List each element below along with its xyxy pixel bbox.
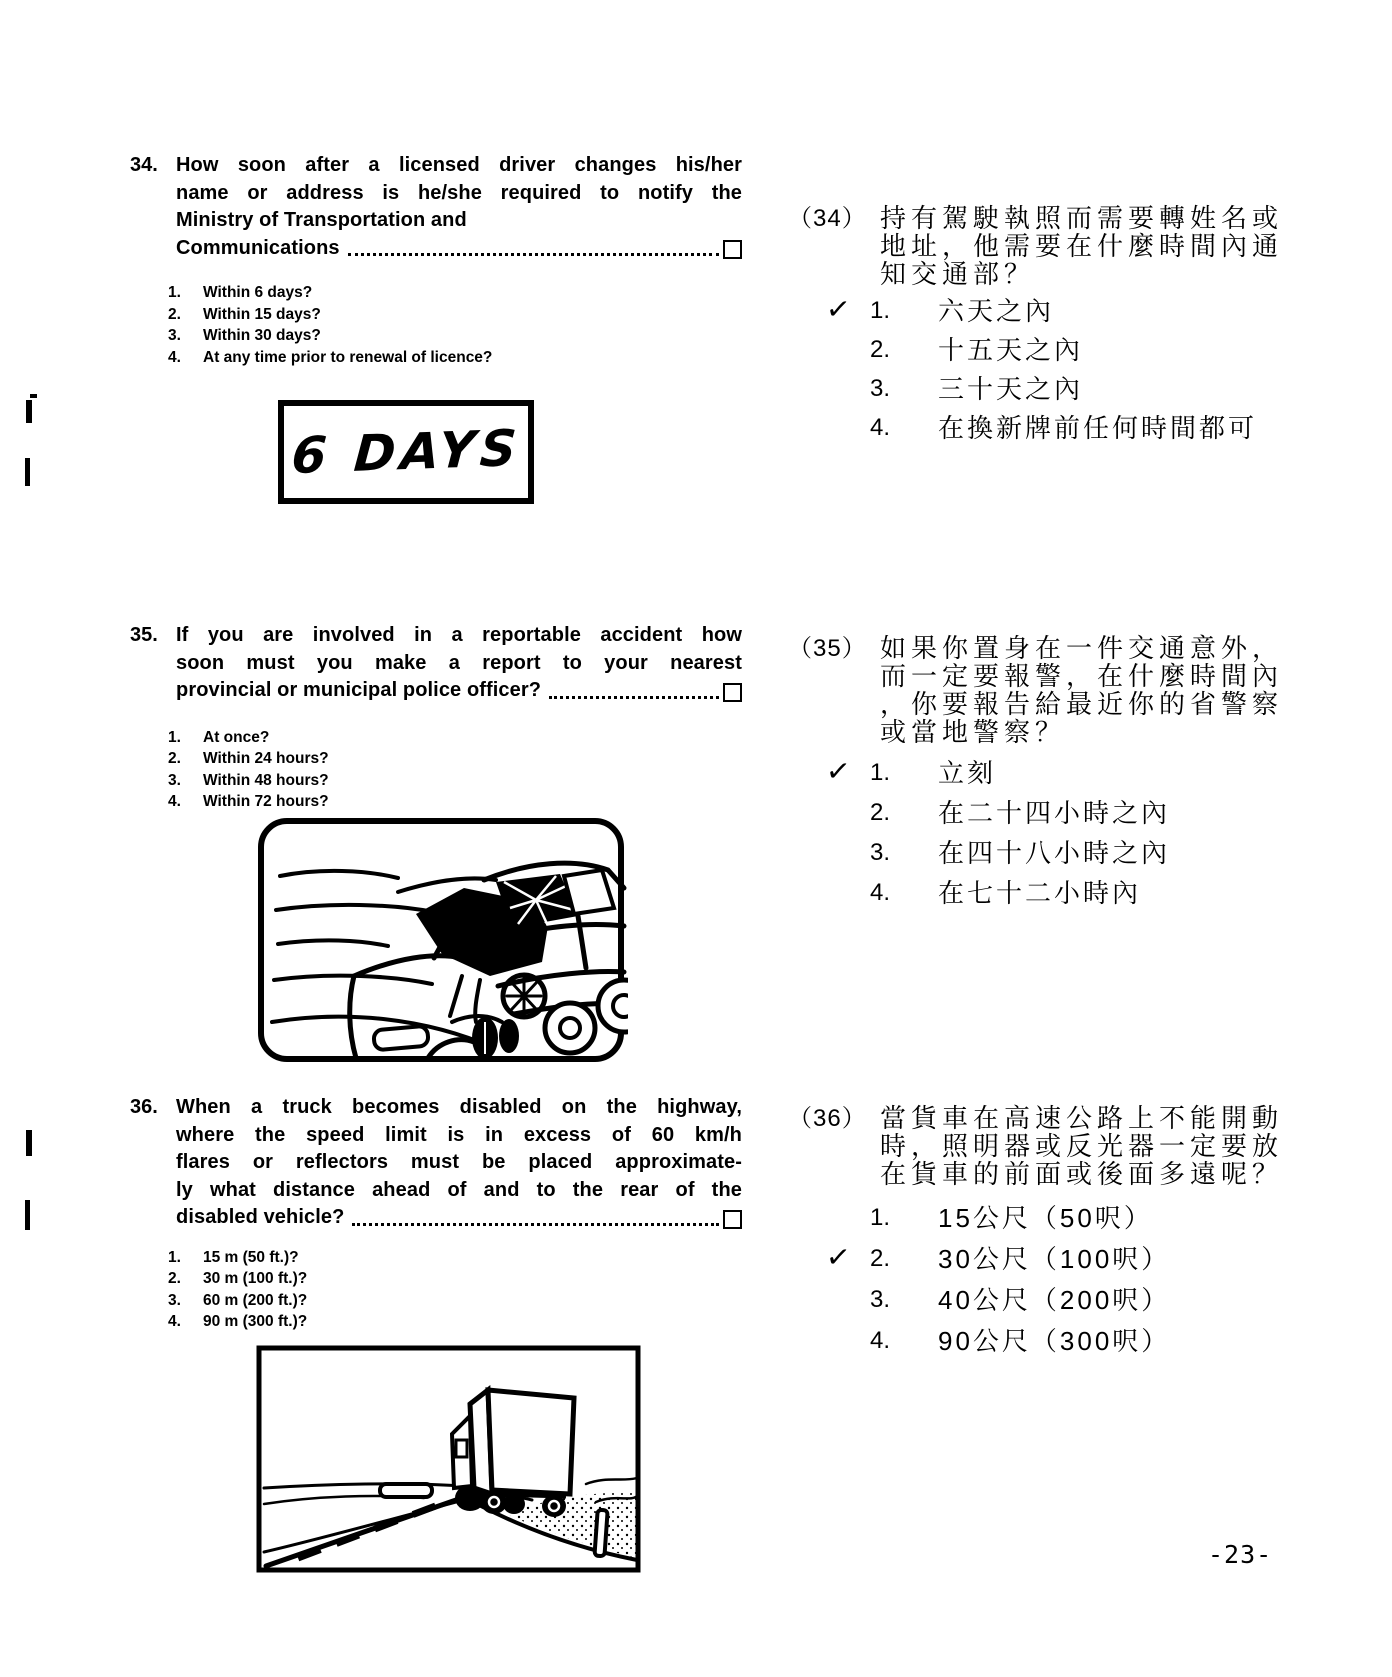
question-line: When a truck becomes disabled on the highway, [176,1096,742,1118]
option-row [168,304,742,326]
question-line: ，你要報告給最近你的省警察 [880,689,1284,719]
option-row [168,1290,742,1312]
option-row [788,878,1308,918]
question-line: If you are involved in a reportable accident how [176,624,742,646]
option-label: Within 48 hours? [203,771,329,789]
option-number: 4. [168,1313,181,1330]
question-line: 或當地警察？ [880,717,1067,747]
option-label: 60 m (200 ft.)? [203,1291,308,1309]
option-number: 1. [168,728,181,746]
option-row [168,347,742,369]
option-row [788,413,1308,452]
option-label: Within 24 hours? [203,750,329,767]
option-label: 40公尺（200呎） [938,1285,1171,1315]
question-line: flares or reflectors must be placed approximate- [176,1151,742,1173]
option-number: 3. [870,1286,891,1313]
question-line: 知交通部？ [880,259,1036,289]
question-35-chinese [788,634,1308,918]
question-36-chinese [788,1104,1308,1367]
option-row [168,770,742,792]
question-line: soon must you make a report to your nearest [176,651,742,674]
option-row [168,727,742,749]
option-number: 2. [870,799,891,826]
question-number: 36. [130,1096,158,1118]
answer-checkbox [723,240,742,259]
option-label: Within 15 days? [203,305,321,323]
option-row [788,838,1308,878]
question-34-chinese [788,204,1308,452]
answer-checkbox [723,683,742,702]
answer-checkbox [723,1210,742,1229]
option-number: 3. [168,1291,181,1309]
question-line: name or address is he/she required to notify the [176,181,742,204]
sign-text: 6 DAYS [289,419,523,485]
question-line: provincial or municipal police officer? [176,679,542,701]
question-line: 持有駕駛執照而需要轉姓名或 [880,203,1284,233]
option-number: 2. [168,750,181,767]
option-row [168,325,742,347]
question-36-english [130,1094,742,1333]
ink-mark [30,394,37,398]
question-line: Ministry of Transportation and [176,209,467,231]
question-line: 當貨車在高速公路上不能開動 [880,1103,1284,1133]
question-number: （36） [788,1105,867,1132]
option-number: 2. [168,1270,181,1287]
option-label: 三十天之內 [938,374,1084,404]
question-line: ly what distance ahead of and to the rear of the [176,1178,742,1201]
option-number: 3. [168,327,181,344]
question-line: 如果你置身在一件交通意外， [880,633,1284,663]
question-number: （34） [788,205,867,232]
ink-mark [25,1200,30,1230]
option-number: 4. [870,414,891,441]
question-number: 35. [130,624,158,646]
option-row [788,1240,1308,1285]
six-days-sign-illustration [278,400,534,504]
option-number: 4. [870,879,891,906]
option-label: 立刻 [938,758,997,788]
option-number: 2. [168,305,181,323]
dotted-leader [549,696,719,699]
option-row [788,335,1308,374]
question-line: 而一定要報警，在什麼時間內 [880,661,1284,691]
option-number: 1. [168,1248,181,1266]
checkmark [826,1201,870,1206]
option-number: 4. [168,793,181,810]
question-34-english [130,152,742,368]
option-number: 1. [870,759,891,786]
option-row [788,798,1308,838]
option-label: 30公尺（100呎） [938,1244,1171,1274]
option-label: Within 72 hours? [203,793,329,810]
option-number: 1. [870,297,891,324]
option-row [788,1326,1308,1367]
option-label: At any time prior to renewal of licence? [203,348,493,366]
car-collision-illustration [256,816,628,1064]
question-line: How soon after a licensed driver changes his/her [176,154,742,176]
option-number: 1. [870,1204,891,1231]
option-label: 在二十四小時之內 [938,798,1171,828]
option-row [788,1285,1308,1326]
question-line: where the speed limit is in excess of 60 km/h [176,1123,742,1146]
ink-mark [26,1130,32,1156]
option-label: At once? [203,728,270,746]
option-row [168,791,742,813]
option-number: 4. [168,348,181,366]
option-number: 3. [870,839,891,866]
question-number: （35） [788,635,867,662]
option-row [168,1247,742,1269]
option-label: 30 m (100 ft.)? [203,1270,308,1287]
question-line: 地址，他需要在什麼時間內通 [880,231,1284,261]
ink-mark [26,400,32,423]
option-number: 3. [870,375,891,402]
option-label: 十五天之內 [938,335,1084,365]
question-line: disabled vehicle? [176,1206,345,1228]
checkmark: ✓ [824,754,852,790]
option-label: 90公尺（300呎） [938,1326,1171,1356]
question-number: 34. [130,154,158,176]
option-row [168,1268,742,1290]
option-label: Within 30 days? [203,327,321,344]
option-row [788,292,1308,335]
option-row [168,282,742,304]
option-label: 在七十二小時內 [938,878,1142,908]
option-label: 15 m (50 ft.)? [203,1248,299,1266]
option-label: 在四十八小時之內 [938,838,1171,868]
dotted-leader [352,1223,719,1226]
option-label: 90 m (300 ft.)? [203,1313,308,1330]
option-label: 在換新牌前任何時間都可 [938,413,1258,443]
option-row [788,754,1308,798]
option-number: 1. [168,284,181,301]
option-row [168,1311,742,1333]
question-line: 時，照明器或反光器一定要放 [880,1131,1284,1161]
dotted-leader [348,253,719,256]
disabled-truck-illustration [256,1344,642,1574]
question-line: Communications [176,236,340,259]
option-number: 3. [168,771,181,789]
question-35-english [130,622,742,813]
question-line: 在貨車的前面或後面多遠呢？ [880,1159,1284,1189]
option-row [788,1203,1308,1244]
option-number: 2. [870,336,891,363]
option-label: Within 6 days? [203,284,313,301]
option-number: 2. [870,1245,891,1272]
option-label: 六天之內 [938,296,1055,326]
page-number: -23- [1208,1540,1273,1569]
checkmark: ✓ [824,292,852,328]
checkmark: ✓ [824,1240,852,1276]
option-row [168,748,742,770]
option-row [788,374,1308,413]
ink-mark [25,458,30,486]
option-number: 4. [870,1327,891,1354]
option-label: 15公尺（50呎） [938,1203,1153,1233]
